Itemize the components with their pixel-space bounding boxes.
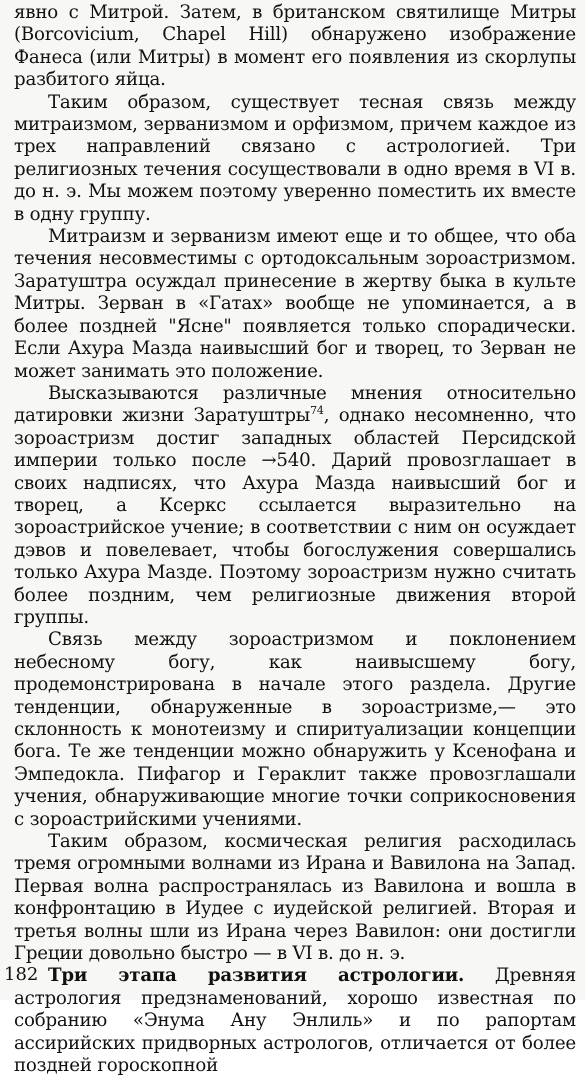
text-column [14, 2, 576, 1078]
footnote-ref[interactable]: 74 [310, 404, 324, 418]
paragraph-zoroastrianism-incompatibility: Митраизм и зерванизм имеют еще и то общее, что оба течения несовместимы с ортодоксальным зороастризмом. Заратуштра осуждал принесение в жертву быка в культе Митры. Зерван в «Гатах» вообще не упоминается, а в более поздней "Ясне" появляется только спорадически. Если Ахура Мазда наивысший бог и творец, то Зерван не может занимать это положение. [14, 226, 576, 382]
page-number: 182 [4, 964, 39, 985]
paragraph-mithra-continued: явно с Митрой. Затем, в британском святилище Митры (Borcovicium, Chapel Hill) обнаружено изображение Фанеса (или Митры) в момент его появления из скорлупы разбитого яйца. [14, 2, 576, 91]
paragraph-sky-god-connection: Связь между зороастризмом и поклонением небесному богу, как наивысшему богу, продемонстрирована в начале этого раздела. Другие тенденции, обнаруженные в зороастризме,— это склонность к монотеизму и спиритуализации концепции бога. Те же тенденции можно обнаружить у Ксенофана и Эмпедокла. Пифагор и Гераклит также провозглашали учения, обнаруживающие многие точки соприкосновения с зороастрийскими учениями. [14, 629, 576, 830]
paragraph-zarathustra-dating [14, 383, 576, 629]
section-heading: Три этапа развития астрологии. [48, 965, 465, 987]
paragraph-text: Высказываются различные мнения относительно датировки жизни Заратуштры [14, 382, 576, 427]
paragraph-text: , однако несомненно, что зороастризм достиг западных областей Персидской империи только после →540. Дарий провозглашает в своих надписях, что Ахура Мазда наивысший бог и творец, а Ксеркс ссылается выразительно на зороастрийское учение; в соответствии с ним он осуждает дэвов и повелевает, чтобы богослужения совершались только Ахура Мазде. Поэтому зороастризм нужно считать более поздним, чем религиозные движения второй группы. [14, 405, 576, 628]
paragraph-text: Древняя астрология предзнаменований, хорошо известная по собранию «Энума Ану Энлиль» и по рапортам ассирийских придворных астрологов, отличается от более поздней гороскопной [14, 965, 577, 1077]
paragraph-astrology-stages [14, 965, 576, 1077]
paragraph-cosmic-religion-waves: Таким образом, космическая религия расходилась тремя огромными волнами из Ирана и Вавилона на Запад. Первая волна распространялась из Вавилона и вошла в конфронтацию в Иудее с иудейской религией. Вторая и третья волны шли из Ирана через Вавилон: они достигли Греции довольно быстро — в VI в. до н. э. [14, 831, 576, 965]
paragraph-mithraism-zervanism-orphism: Таким образом, существует тесная связь между митраизмом, зерванизмом и орфизмом, причем каждое из трех направлений связано с астрологией. Три религиозных течения сосуществовали в одно время в VI в. до н. э. Мы можем поэтому уверенно поместить их вместе в одну группу. [14, 91, 576, 225]
